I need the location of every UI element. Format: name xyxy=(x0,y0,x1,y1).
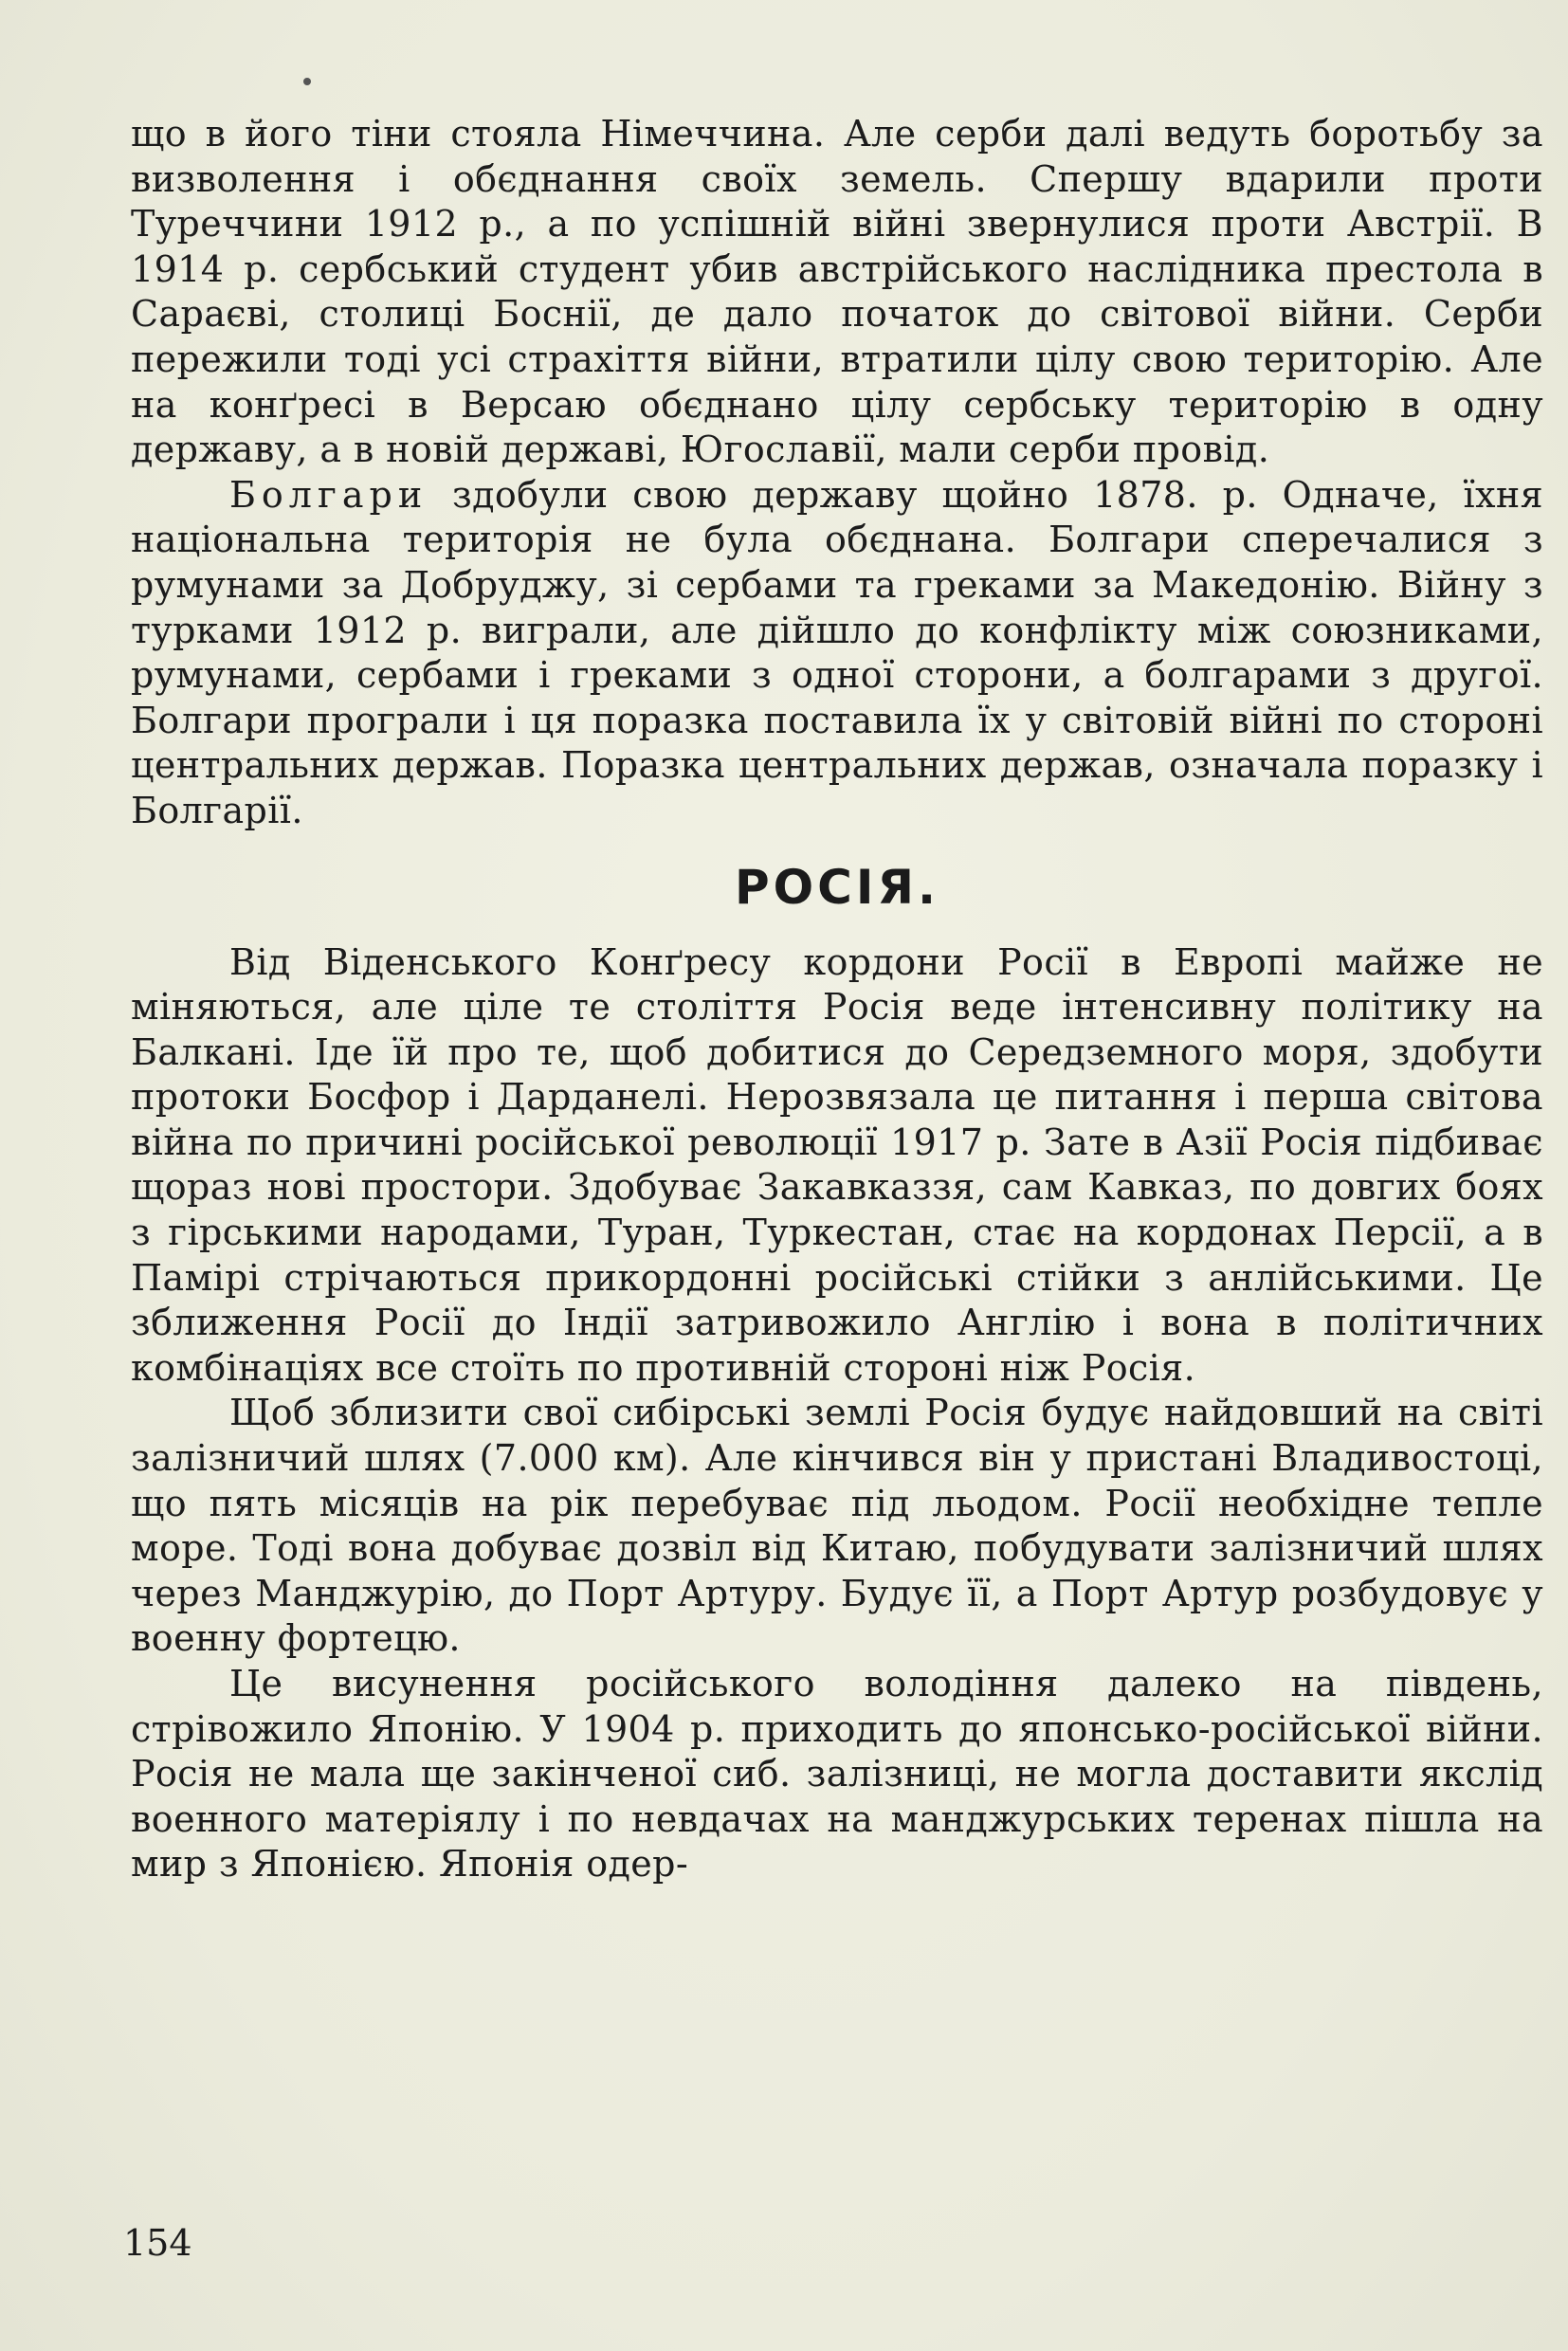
bulgaria-lead-word: Болгари xyxy=(229,473,428,516)
page-number: 154 xyxy=(123,2222,192,2264)
paragraph-russia-borders: Від Віденського Конґресу кордони Росії в Европі майже не міняються, але ціле те століття Росія веде інтенсивну політику на Балкані. Іде їй про те, щоб добитися до Середземного моря, здобути протоки Босфор і Дарданелі. Нерозвязала це питання і перша світова війна по причині російської революції 1917 р. Зате в Азії Росія підбиває щораз нові простори. Здобуває Закавказзя, сам Кавказ, по довгих боях з гірськими народами, Туран, Туркестан, стає на кордонах Персії, а в Памірі стрічаються прикордонні російські стійки з анлійськими. Це зближення Росії до Індії затривожило Англію і вона в політичних комбінаціях все стоїть по противній стороні ніж Росія. xyxy=(131,940,1543,1389)
text-column xyxy=(131,112,1543,1887)
bulgaria-text: здобули свою державу щойно 1878. р. Одначе, їхня національна територія не була обєднана. Болгари сперечалися з румунами за Добруджу, зі сербами та греками за Македонію. Війну з турками 1912 р. виграли, але дійшло до конфлікту між союзниками, румунами, сербами і греками з одної сторони, а болгарами з другої. Болгари програли і ця поразка поставила їх у світовій війні по стороні центральних держав. Поразка центральних держав, означала поразку і Болгарії. xyxy=(131,473,1543,831)
section-heading-russia: РОСІЯ. xyxy=(735,859,939,915)
paragraph-bulgaria xyxy=(131,473,1543,834)
paragraph-russia-railway: Щоб зблизити свої сибірські землі Росія будує найдовший на світі залізничий шлях (7.000 км). Але кінчився він у пристані Владивостоці, що пять місяців на рік перебуває під льодом. Росії необхідне тепле море. Тоді вона добуває дозвіл від Китаю, побудувати залізничий шлях через Манджурію, до Порт Артуру. Будує її, а Порт Артур розбудовує у военну фортецю. xyxy=(131,1392,1543,1660)
paragraph-russo-japanese-war: Це висунення російського володіння далеко на південь, стрівожило Японію. У 1904 р. приходить до японсько-російської війни. Росія не мала ще закінченої сиб. залізниці, не могла доставити якслід военного матеріялу і по невдачах на манджурських теренах пішла на мир з Японією. Японія одер- xyxy=(131,1663,1543,1886)
paragraph-serbia-continued: що в його тіни стояла Німеччина. Але серби далі ведуть боротьбу за визволення і обєднання своїх земель. Спершу вдарили проти Туреччини 1912 р., а по успішній війні звернулися проти Австрії. В 1914 р. сербський студент убив австрійського наслідника престола в Сараєві, столиці Боснії, де дало початок до світової війни. Серби пережили тоді усі страхіття війни, втратили цілу свою територію. Але на конґресі в Версаю обєднано цілу сербську територію в одну державу, а в новій державі, Югославії, мали серби провід. xyxy=(131,113,1543,471)
ink-speck xyxy=(303,78,311,85)
